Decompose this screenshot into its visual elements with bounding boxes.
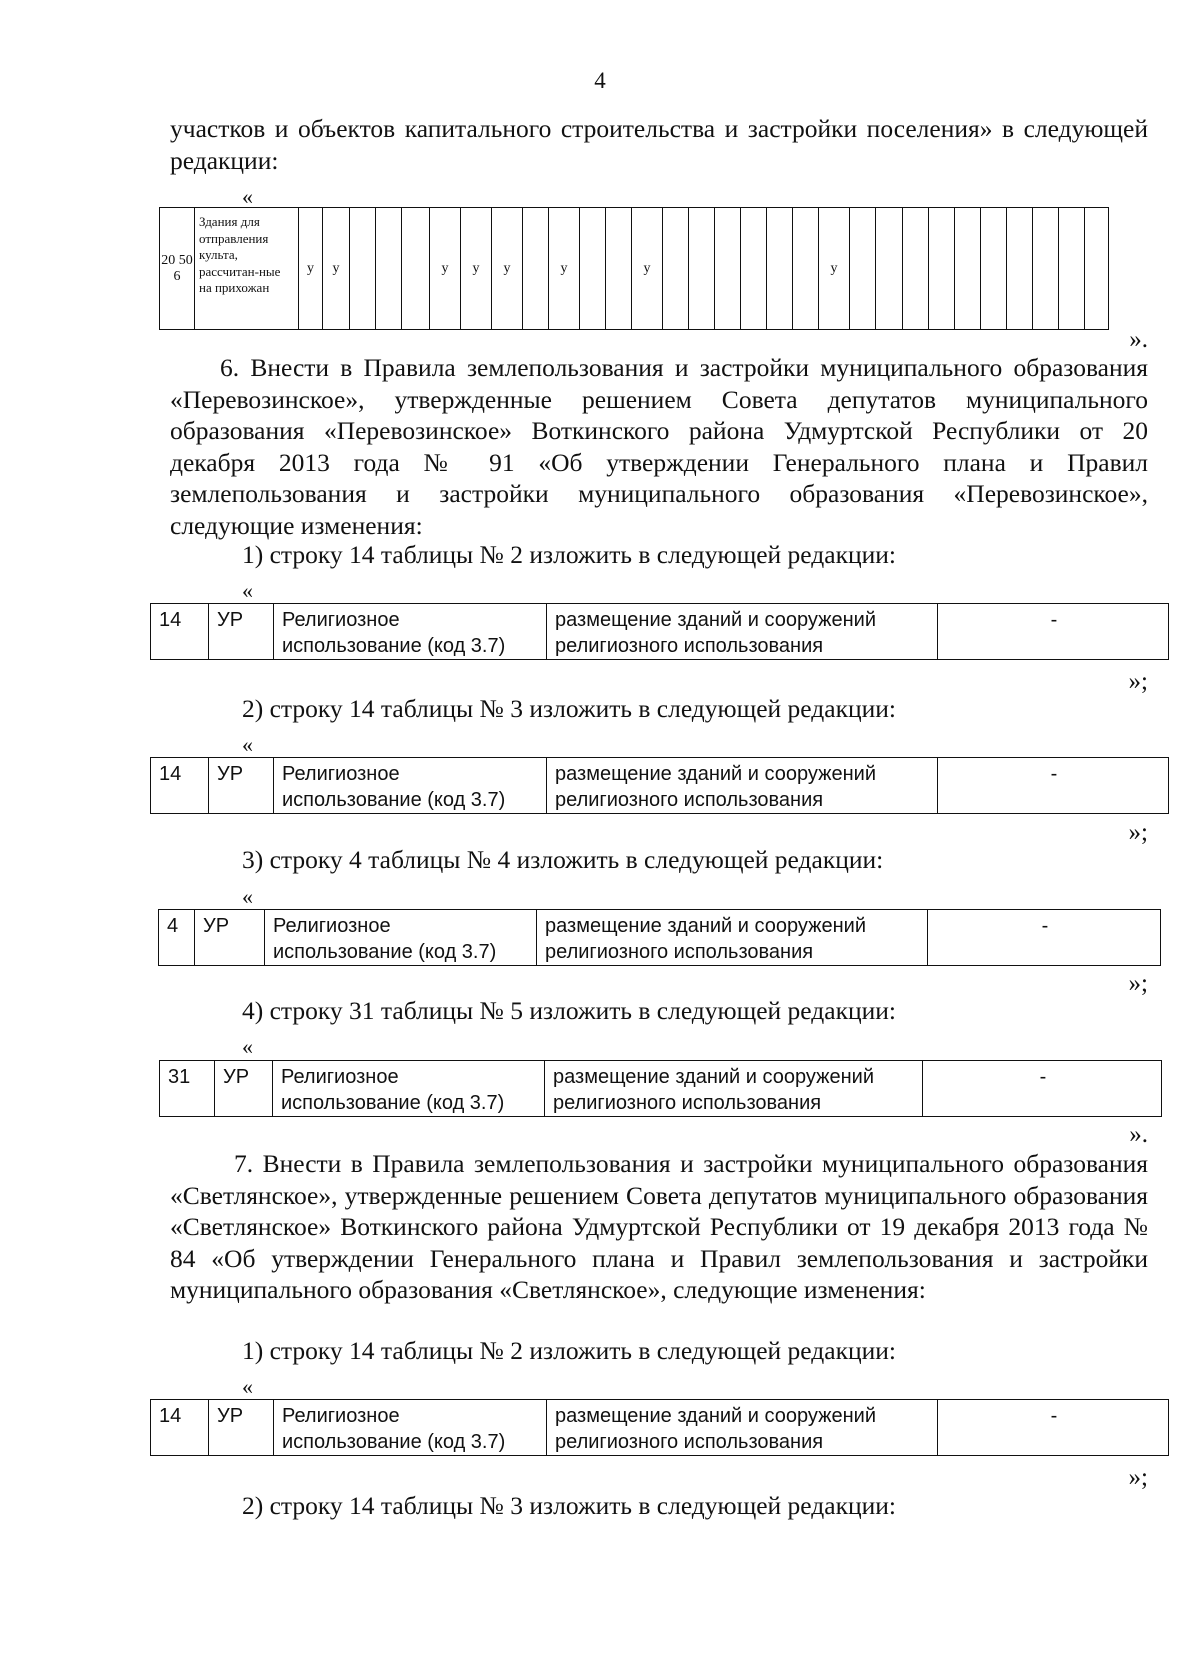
- intro-paragraph: участков и объектов капитального строительства и застройки поселения» в следующей редакции:: [170, 114, 1148, 175]
- grid-cell: [929, 208, 955, 330]
- row-name: Религиозное использование (код 3.7): [274, 1400, 547, 1456]
- row-description: размещение зданий и сооружений религиозного использования: [547, 758, 938, 814]
- grid-cell: [523, 208, 549, 330]
- grid-cell: у: [819, 208, 850, 330]
- grid-cell: [741, 208, 767, 330]
- grid-cell: у: [632, 208, 663, 330]
- land-use-grid-table: [159, 207, 1109, 330]
- row-name: Религиозное использование (код 3.7): [274, 758, 547, 814]
- grid-cell: [606, 208, 632, 330]
- grid-cell: [580, 208, 606, 330]
- grid-cell: [955, 208, 981, 330]
- row-description: размещение зданий и сооружений религиозного использования: [537, 910, 928, 966]
- section-6-paragraph: 6. Внести в Правила землепользования и застройки муниципального образования «Перевозинское», утвержденные решением Совета депутатов муниципального образования «Перевозинское» Воткинского района Удмуртской Республики от 20 декабря 2013 года № 91 «Об утверждении Генерального плана и Правил землепользования и застройки муниципального образования «Перевозинское», следующие изменения:: [170, 353, 1148, 540]
- grid-cell: [689, 208, 715, 330]
- section-7-paragraph: 7. Внести в Правила землепользования и застройки муниципального образования «Светлянское», утвержденные решением Совета депутатов муниципального образования «Светлянское» Воткинского района Удмуртской Республики от 19 декабря 2013 года № 84 «Об утверждении Генерального плана и Правил землепользования и застройки муниципального образования «Светлянское», следующие изменения:: [170, 1149, 1148, 1304]
- row-name: Религиозное использование (код 3.7): [265, 910, 537, 966]
- row-value: -: [938, 604, 1169, 660]
- row-code: УР: [209, 1400, 274, 1456]
- section-7-table-1: [150, 1399, 1169, 1456]
- row-number: 31: [160, 1061, 215, 1117]
- grid-cell: у: [323, 208, 350, 330]
- close-quote: »;: [1128, 668, 1148, 695]
- grid-cell: [376, 208, 402, 330]
- grid-cell: [981, 208, 1007, 330]
- row-name: Религиозное использование (код 3.7): [274, 604, 547, 660]
- grid-cell: у: [492, 208, 523, 330]
- close-quote: »;: [1128, 819, 1148, 846]
- grid-cell: [1085, 208, 1109, 330]
- row-description: размещение зданий и сооружений религиозного использования: [545, 1061, 923, 1117]
- grid-name-cell: Здания для отправления культа, рассчитан-ные на прихожан: [195, 208, 299, 330]
- grid-cell: у: [299, 208, 323, 330]
- table-row: [160, 1061, 1162, 1117]
- close-quote: ».: [1129, 326, 1148, 353]
- row-number: 14: [151, 758, 209, 814]
- row-value: -: [923, 1061, 1162, 1117]
- open-quote: «: [242, 578, 253, 603]
- table-row: [151, 758, 1169, 814]
- grid-cell: [402, 208, 430, 330]
- row-description: размещение зданий и сооружений религиозного использования: [547, 604, 938, 660]
- close-quote: »;: [1128, 970, 1148, 997]
- open-quote: «: [242, 184, 253, 209]
- row-value: -: [928, 910, 1161, 966]
- row-code: УР: [209, 604, 274, 660]
- row-value: -: [938, 758, 1169, 814]
- section-6-table-3: [158, 909, 1161, 966]
- close-quote: »;: [1128, 1464, 1148, 1491]
- row-value: -: [938, 1400, 1169, 1456]
- open-quote: «: [242, 732, 253, 757]
- grid-cell: [876, 208, 903, 330]
- grid-cell: [767, 208, 793, 330]
- grid-cell: [1059, 208, 1085, 330]
- table-row: [151, 604, 1169, 660]
- grid-code-cell: 20 50 6: [160, 208, 195, 330]
- grid-cell: у: [430, 208, 461, 330]
- open-quote: «: [242, 1034, 253, 1059]
- section-6-table-4: [159, 1060, 1162, 1117]
- grid-cell: [1007, 208, 1033, 330]
- row-number: 14: [151, 604, 209, 660]
- row-name: Религиозное использование (код 3.7): [273, 1061, 545, 1117]
- section-6-instruction-4: 4) строку 31 таблицы № 5 изложить в следующей редакции:: [242, 996, 896, 1025]
- grid-cell: [1033, 208, 1059, 330]
- section-6-instruction-2: 2) строку 14 таблицы № 3 изложить в следующей редакции:: [242, 694, 896, 723]
- row-number: 4: [159, 910, 195, 966]
- grid-cell: [715, 208, 741, 330]
- section-6-table-2: [150, 757, 1169, 814]
- row-code: УР: [209, 758, 274, 814]
- row-code: УР: [215, 1061, 273, 1117]
- section-6-instruction-1: 1) строку 14 таблицы № 2 изложить в следующей редакции:: [242, 540, 896, 569]
- row-description: размещение зданий и сооружений религиозного использования: [547, 1400, 938, 1456]
- page-number: 4: [594, 68, 606, 93]
- section-6-table-1: [150, 603, 1169, 660]
- grid-cell: у: [461, 208, 492, 330]
- grid-cell: [903, 208, 929, 330]
- grid-row: [160, 208, 1109, 330]
- grid-cell: [663, 208, 689, 330]
- section-6-instruction-3: 3) строку 4 таблицы № 4 изложить в следующей редакции:: [242, 845, 884, 874]
- close-quote: ».: [1129, 1121, 1148, 1148]
- section-7-instruction-1: 1) строку 14 таблицы № 2 изложить в следующей редакции:: [242, 1336, 896, 1365]
- grid-cell: [793, 208, 819, 330]
- open-quote: «: [242, 884, 253, 909]
- table-row: [159, 910, 1161, 966]
- open-quote: «: [242, 1374, 253, 1399]
- row-number: 14: [151, 1400, 209, 1456]
- grid-cell: [850, 208, 876, 330]
- grid-cell: [350, 208, 376, 330]
- grid-cell: у: [549, 208, 580, 330]
- section-7-instruction-2: 2) строку 14 таблицы № 3 изложить в следующей редакции:: [242, 1491, 896, 1520]
- table-row: [151, 1400, 1169, 1456]
- row-code: УР: [195, 910, 265, 966]
